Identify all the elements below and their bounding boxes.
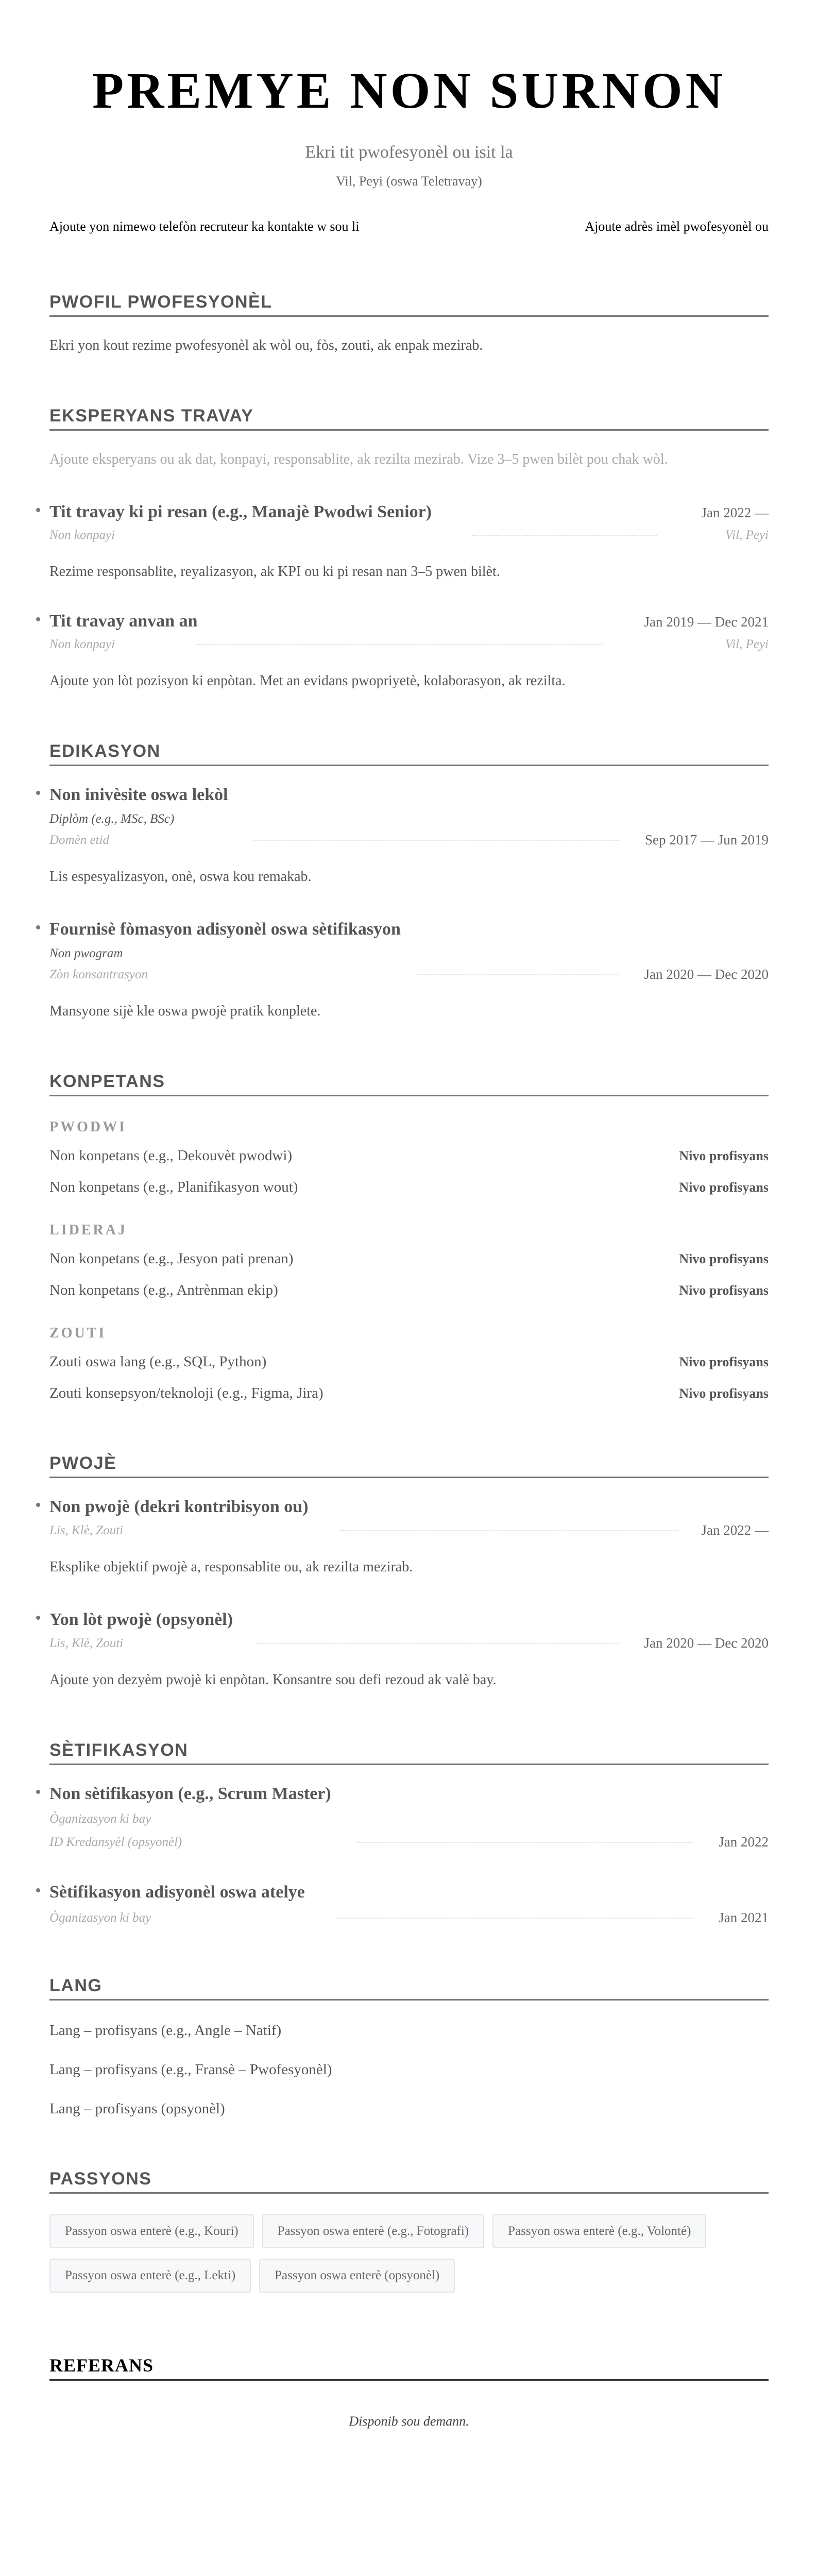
section-title-education: EDIKASYON bbox=[49, 741, 769, 766]
dotted-leader bbox=[197, 644, 602, 645]
certification-date: Jan 2022 bbox=[719, 1834, 769, 1850]
skill-level: Nivo profisyans bbox=[679, 1386, 769, 1401]
experience-entry bbox=[49, 502, 769, 582]
dotted-leader bbox=[257, 1643, 618, 1644]
project-description: Ajoute yon dezyèm pwojè ki enpòtan. Konsantre sou defi rezoud ak valè bay. bbox=[49, 1672, 497, 1688]
interest-chip: Passyon oswa enterè (e.g., Volonté) bbox=[492, 2214, 706, 2248]
interest-chip: Passyon oswa enterè (opsyonèl) bbox=[259, 2259, 455, 2293]
candidate-name: PREMYE NON SURNON bbox=[92, 62, 726, 119]
section-title-skills: KONPETANS bbox=[49, 1071, 769, 1096]
experience-entry bbox=[49, 611, 769, 691]
project-meta: Lis, Klè, Zouti bbox=[49, 1636, 124, 1650]
skill-level: Nivo profisyans bbox=[679, 1180, 769, 1195]
references-note: Disponib sou demann. bbox=[349, 2414, 469, 2429]
degree: Diplòm (e.g., MSc, BSc) bbox=[49, 812, 175, 826]
skill-row bbox=[49, 1177, 769, 1197]
certification-title: Non sètifikasyon (e.g., Scrum Master) bbox=[49, 1784, 331, 1803]
section-title-profile: PWOFIL PWOFESYONÈL bbox=[49, 292, 769, 317]
skill-level: Nivo profisyans bbox=[679, 1148, 769, 1163]
skill-name: Non konpetans (e.g., Antrènman ekip) bbox=[49, 1282, 278, 1298]
dotted-leader bbox=[416, 974, 619, 975]
field-of-study: Zòn konsantrasyon bbox=[49, 967, 148, 981]
certification-entry bbox=[49, 1882, 769, 1926]
credential-id: ID Kredansyèl (opsyonèl) bbox=[49, 1835, 182, 1849]
skill-group bbox=[49, 1325, 769, 1403]
education-entry bbox=[49, 785, 769, 887]
bullet-icon bbox=[36, 791, 40, 795]
certification-entry bbox=[49, 1784, 769, 1850]
professional-headline: Ekri tit pwofesyonèl ou isit la bbox=[305, 143, 513, 162]
certification-date: Jan 2021 bbox=[719, 1910, 769, 1925]
job-date: Jan 2022 — bbox=[701, 505, 769, 520]
interest-chip: Passyon oswa enterè (e.g., Fotografi) bbox=[262, 2214, 484, 2248]
education-section bbox=[49, 741, 769, 1022]
project-title: Non pwojè (dekri kontribisyon ou) bbox=[49, 1497, 309, 1516]
languages-section bbox=[49, 1975, 769, 2119]
degree: Non pwogram bbox=[49, 946, 123, 960]
job-location: Vil, Peyi bbox=[725, 637, 769, 651]
project-date: Jan 2020 — Dec 2020 bbox=[644, 1635, 769, 1651]
projects-section bbox=[49, 1453, 769, 1690]
experience-hint: Ajoute eksperyans ou ak dat, konpayi, responsablite, ak rezilta mezirab. Vize 3–5 pwen bilèt pou chak wòl. bbox=[49, 451, 668, 467]
skill-row bbox=[49, 1352, 769, 1372]
dotted-leader bbox=[472, 535, 657, 536]
bullet-icon bbox=[36, 1503, 40, 1507]
bullet-icon bbox=[36, 508, 40, 512]
dotted-leader bbox=[336, 1918, 693, 1919]
company-name: Non konpayi bbox=[49, 528, 115, 542]
dotted-leader bbox=[357, 1842, 693, 1843]
interest-chip: Passyon oswa enterè (e.g., Kouri) bbox=[49, 2214, 254, 2248]
language-item: Lang – profisyans (e.g., Fransè – Pwofesyonèl) bbox=[49, 2061, 332, 2078]
education-date: Jan 2020 — Dec 2020 bbox=[644, 967, 769, 982]
skill-name: Zouti oswa lang (e.g., SQL, Python) bbox=[49, 1353, 267, 1370]
language-item: Lang – profisyans (e.g., Angle – Natif) bbox=[49, 2022, 282, 2039]
interest-chips bbox=[49, 2214, 769, 2293]
job-location: Vil, Peyi bbox=[725, 528, 769, 542]
dotted-leader bbox=[339, 1530, 677, 1531]
section-title-experience: EKSPERYANS TRAVAY bbox=[49, 405, 769, 431]
language-item: Lang – profisyans (opsyonèl) bbox=[49, 2100, 225, 2117]
skill-name: Zouti konsepsyon/teknoloji (e.g., Figma, Jira) bbox=[49, 1385, 323, 1401]
education-description: Mansyone sijè kle oswa pwojè pratik konplete. bbox=[49, 1003, 321, 1019]
skill-name: Non konpetans (e.g., Jesyon pati prenan) bbox=[49, 1250, 294, 1267]
job-description: Ajoute yon lòt pozisyon ki enpòtan. Met an evidans pwopriyetè, kolaborasyon, ak rezilta. bbox=[49, 673, 566, 689]
skill-category: ZOUTI bbox=[49, 1325, 107, 1341]
references-section bbox=[49, 2354, 769, 2429]
skill-level: Nivo profisyans bbox=[679, 1354, 769, 1369]
skill-level: Nivo profisyans bbox=[679, 1251, 769, 1266]
skill-name: Non konpetans (e.g., Dekouvèt pwodwi) bbox=[49, 1147, 293, 1164]
contact-row bbox=[49, 218, 769, 235]
interest-chip: Passyon oswa enterè (e.g., Lekti) bbox=[49, 2259, 251, 2293]
project-date: Jan 2022 — bbox=[701, 1522, 769, 1538]
phone-placeholder[interactable]: Ajoute yon nimewo telefòn recruteur ka kontakte w sou li bbox=[49, 219, 360, 234]
job-description: Rezime responsablite, reyalizasyon, ak KPI ou ki pi resan nan 3–5 pwen bilèt. bbox=[49, 564, 500, 580]
issuing-organization: Òganizasyon ki bay bbox=[49, 1910, 151, 1925]
profile-text: Ekri yon kout rezime pwofesyonèl ak wòl ou, fòs, zouti, ak enpak mezirab. bbox=[49, 337, 483, 353]
project-description: Eksplike objektif pwojè a, responsablite ou, ak rezilta mezirab. bbox=[49, 1559, 413, 1575]
skill-row bbox=[49, 1249, 769, 1269]
school-name: Non inivèsite oswa lekòl bbox=[49, 785, 228, 804]
project-meta: Lis, Klè, Zouti bbox=[49, 1523, 124, 1537]
bullet-icon bbox=[36, 617, 40, 621]
skill-category: LIDERAJ bbox=[49, 1222, 127, 1238]
certifications-section bbox=[49, 1740, 769, 1926]
dotted-leader bbox=[253, 840, 619, 841]
email-placeholder[interactable]: Ajoute adrès imèl pwofesyonèl ou bbox=[585, 219, 769, 234]
project-entry bbox=[49, 1609, 769, 1690]
bullet-icon bbox=[36, 925, 40, 929]
field-of-study: Domèn etid bbox=[49, 833, 109, 847]
education-description: Lis espesyalizasyon, onè, oswa kou remakab. bbox=[49, 869, 312, 885]
job-title: Tit travay ki pi resan (e.g., Manajè Pwodwi Senior) bbox=[49, 502, 432, 521]
skill-category: PWODWI bbox=[49, 1119, 127, 1135]
job-date: Jan 2019 — Dec 2021 bbox=[644, 614, 769, 630]
skill-group bbox=[49, 1222, 769, 1300]
section-title-references: REFERANS bbox=[49, 2354, 769, 2381]
experience-section bbox=[49, 405, 769, 691]
section-title-interests: PASSYONS bbox=[49, 2168, 769, 2194]
project-title: Yon lòt pwojè (opsyonèl) bbox=[49, 1610, 233, 1629]
location: Vil, Peyi (oswa Teletravay) bbox=[336, 174, 482, 189]
project-entry bbox=[49, 1497, 769, 1578]
skill-level: Nivo profisyans bbox=[679, 1283, 769, 1298]
skills-section bbox=[49, 1071, 769, 1403]
issuing-organization: Òganizasyon ki bay bbox=[49, 1812, 151, 1826]
profile-section bbox=[49, 292, 769, 356]
skill-row bbox=[49, 1383, 769, 1403]
company-name: Non konpayi bbox=[49, 637, 115, 651]
section-title-projects: PWOJÈ bbox=[49, 1453, 769, 1478]
section-title-languages: LANG bbox=[49, 1975, 769, 2001]
interests-section bbox=[49, 2168, 769, 2293]
skill-group bbox=[49, 1119, 769, 1197]
school-name: Fournisè fòmasyon adisyonèl oswa sètifikasyon bbox=[49, 920, 401, 939]
skill-name: Non konpetans (e.g., Planifikasyon wout) bbox=[49, 1179, 298, 1195]
bullet-icon bbox=[36, 1888, 40, 1892]
bullet-icon bbox=[36, 1616, 40, 1620]
bullet-icon bbox=[36, 1790, 40, 1794]
skill-row bbox=[49, 1146, 769, 1166]
certification-title: Sètifikasyon adisyonèl oswa atelye bbox=[49, 1883, 305, 1902]
resume-header bbox=[49, 0, 769, 190]
education-date: Sep 2017 — Jun 2019 bbox=[644, 832, 769, 848]
skill-row bbox=[49, 1280, 769, 1300]
job-title: Tit travay anvan an bbox=[49, 612, 198, 631]
education-entry bbox=[49, 919, 769, 1022]
section-title-certifications: SÈTIFIKASYON bbox=[49, 1740, 769, 1765]
